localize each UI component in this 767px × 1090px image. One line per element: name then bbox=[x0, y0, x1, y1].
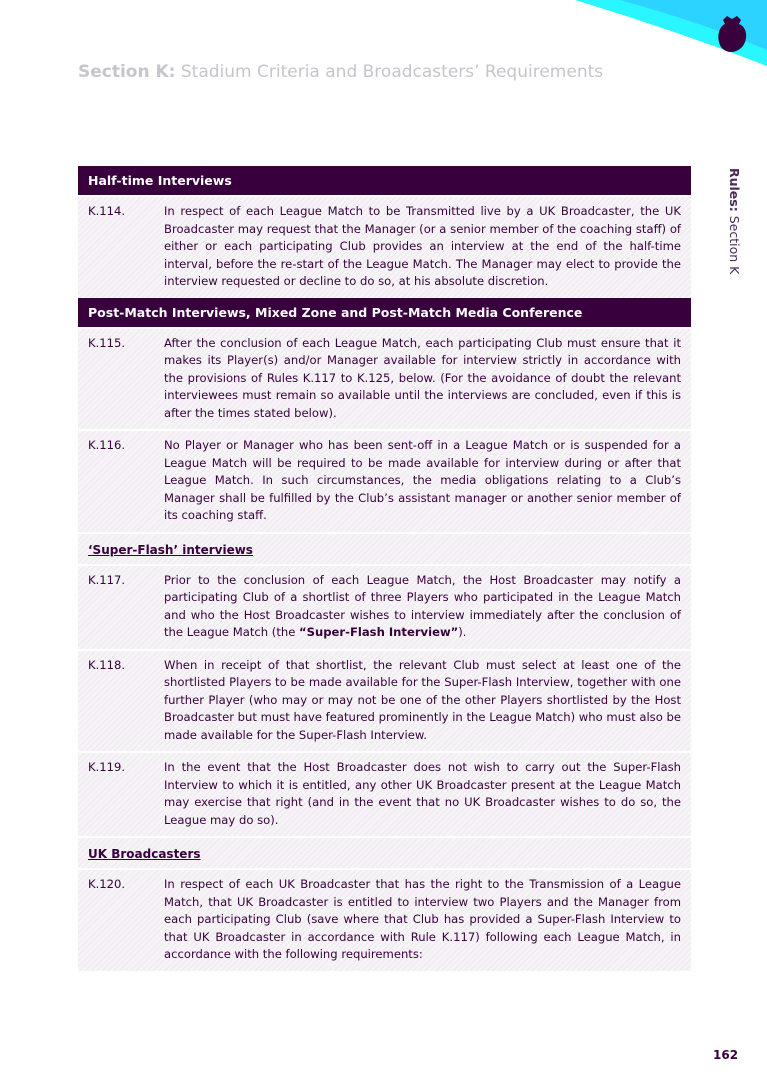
rule-text-body: When in receipt of that shortlist, the relevant Club must select at least one of the shortlisted Players to be made available for the Super-Flash Interview, together with one further Player (who may or may not be one of the other Players shortlisted by the Host Broadcaster but must have featured prominently in the League Match) who must also be made available for the Super-Flash Interview. bbox=[164, 657, 681, 742]
rule-row bbox=[78, 566, 691, 649]
rule-text bbox=[164, 876, 681, 964]
rule-text bbox=[164, 759, 681, 829]
rule-text bbox=[164, 437, 681, 525]
rule-number: K.117. bbox=[88, 572, 126, 587]
rule-text-body: In respect of each League Match to be Transmitted live by a UK Broadcaster, the UK Broadcaster may request that the Manager (or a senior member of the coaching staff) of either or each participating Club provides an interview at the end of the half-time interval, before the re-start of the League Match. The Manager may elect to provide the interview requested or decline to do so, at his absolute discretion. bbox=[164, 204, 681, 288]
rule-number: K.114. bbox=[88, 204, 126, 218]
page-title bbox=[78, 62, 603, 82]
rule-row bbox=[78, 651, 691, 752]
rule-text-body: Prior to the conclusion of each League Match, the Host Broadcaster may notify a participating Club of a shortlist of three Players who participated in the League Match and who the Host Broadcaster wishes to interview immediately after the conclusion of the League Match (the bbox=[164, 572, 681, 639]
rule-text bbox=[164, 572, 681, 642]
defined-term: “Super-Flash Interview” bbox=[299, 625, 459, 639]
side-section-name: Section K bbox=[727, 211, 742, 275]
rule-text-tail: ). bbox=[458, 625, 467, 639]
subsection-heading: ‘Super-Flash’ interviews bbox=[78, 534, 691, 564]
rule-number: K.119. bbox=[88, 760, 126, 774]
rule-number: K.120. bbox=[88, 877, 126, 891]
section-heading: Post-Match Interviews, Mixed Zone and Post-Match Media Conference bbox=[78, 298, 691, 327]
rule-text bbox=[164, 203, 681, 291]
lion-logo-icon bbox=[715, 14, 749, 54]
rule-text-body: In the event that the Host Broadcaster does not wish to carry out the Super-Flash Interview to which it is entitled, any other UK Broadcaster present at the League Match may exercise that right (and in the event that no UK Broadcaster wishes to do so, the League may do so). bbox=[164, 760, 681, 827]
section-heading: Half-time Interviews bbox=[78, 166, 691, 195]
rule-number: K.115. bbox=[88, 335, 126, 350]
rule-text-body: After the conclusion of each League Match, each participating Club must ensure that it makes its Player(s) and/or Manager available for interview strictly in accordance with the provisions of Rules K.117 to K.125, below. (For the avoidance of doubt the relevant interviewees must remain so available until the interviews are concluded, even if this is after the times stated below). bbox=[164, 335, 681, 420]
page-number: 162 bbox=[713, 1048, 739, 1062]
side-rules-label: Rules: bbox=[727, 168, 742, 212]
rule-row bbox=[78, 753, 691, 836]
rule-text bbox=[164, 657, 681, 745]
rule-number: K.116. bbox=[88, 438, 126, 452]
rule-number: K.118. bbox=[88, 657, 126, 672]
section-title: Stadium Criteria and Broadcasters’ Requirements bbox=[175, 62, 604, 82]
rule-row bbox=[78, 329, 691, 430]
rule-row bbox=[78, 870, 691, 971]
rule-text-body: In respect of each UK Broadcaster that has the right to the Transmission of a League Match, that UK Broadcaster is entitled to interview two Players and the Manager from each participating Club (save where that Club has provided a Super-Flash Interview to that UK Broadcaster in accordance with Rule K.117) following each League Match, in accordance with the following requirements: bbox=[164, 877, 681, 961]
rule-row bbox=[78, 197, 691, 298]
section-label: Section K: bbox=[78, 62, 176, 82]
rules-content bbox=[78, 166, 691, 971]
subsection-heading: UK Broadcasters bbox=[78, 838, 691, 868]
rule-text-body: No Player or Manager who has been sent-off in a League Match or is suspended for a League Match will be required to be made available for interview during or after that League Match. In such circumstances, the media obligations relating to a Club’s Manager shall be fulfilled by the Club’s assistant manager or another senior member of its coaching staff. bbox=[164, 438, 681, 522]
rule-text bbox=[164, 335, 681, 423]
rule-row bbox=[78, 431, 691, 532]
side-section-tab bbox=[727, 168, 742, 274]
